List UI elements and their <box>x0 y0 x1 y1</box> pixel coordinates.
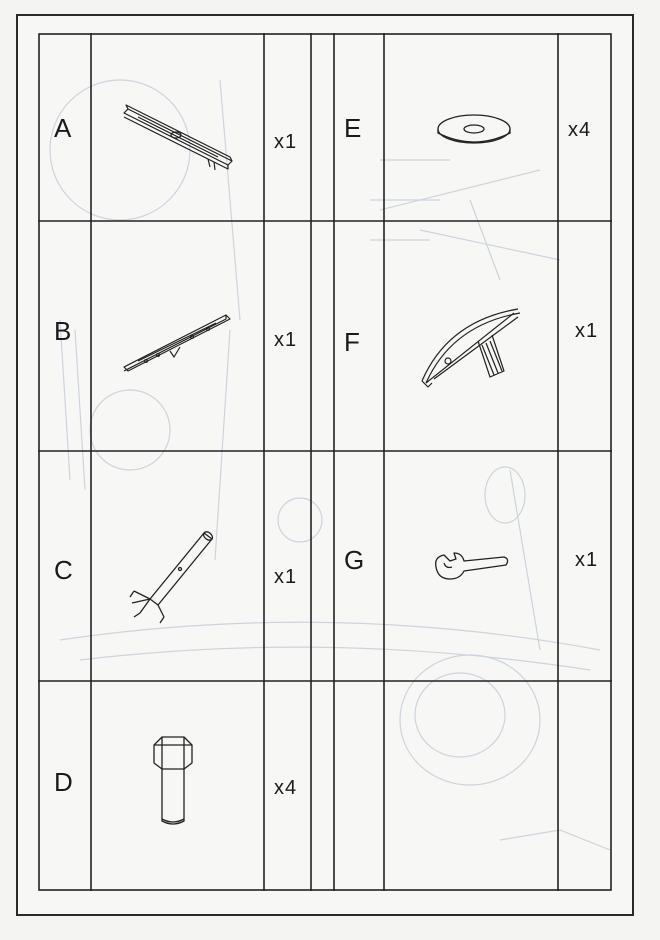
washer-icon <box>438 115 510 143</box>
part-letter-d: D <box>54 767 73 797</box>
part-letter-e: E <box>344 113 362 143</box>
part-letter-g: G <box>344 545 365 575</box>
support-rail-icon <box>124 315 230 371</box>
parts-table <box>38 33 612 891</box>
umbrella-canopy-frame-icon <box>422 309 520 387</box>
pole-connector-icon <box>130 530 214 623</box>
mounting-plate-icon <box>118 93 238 183</box>
part-qty-e: x4 <box>568 119 592 141</box>
part-letter-c: C <box>54 555 73 585</box>
part-qty-b: x1 <box>274 329 298 351</box>
part-qty-g: x1 <box>575 549 599 571</box>
part-qty-f: x1 <box>575 320 599 342</box>
part-letter-f: F <box>344 327 360 357</box>
part-qty-a: x1 <box>274 131 298 153</box>
wrench-icon <box>436 553 508 579</box>
hex-bolt-icon <box>154 737 192 824</box>
part-letter-a: A <box>54 113 72 143</box>
part-qty-c: x1 <box>274 566 298 588</box>
part-letter-b: B <box>54 316 72 346</box>
part-qty-d: x4 <box>274 777 298 799</box>
